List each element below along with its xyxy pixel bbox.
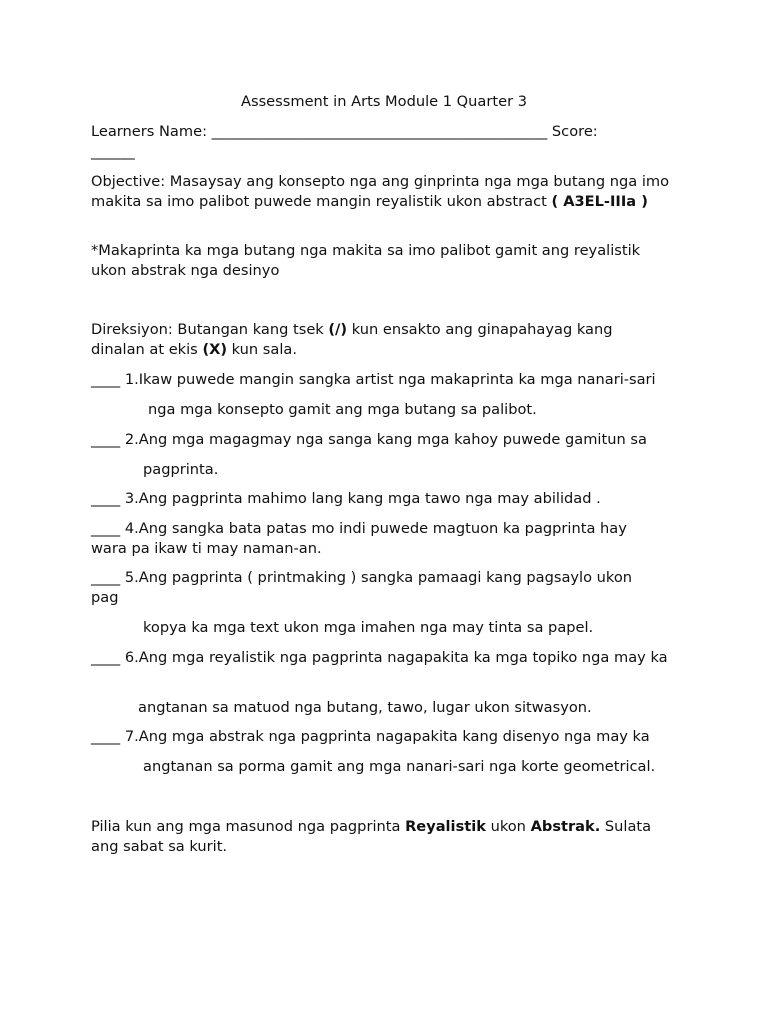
check-symbol: (/) xyxy=(328,321,348,338)
question-item-7: ____ 7.Ang mga abstrak nga pagprinta nagapakita kang disenyo nga may ka xyxy=(91,728,650,745)
name-label: Learners Name: xyxy=(91,123,207,140)
option-reyalistik: Reyalistik xyxy=(405,818,486,835)
question-item-6: ____ 6.Ang mga reyalistik nga pagprinta nagapakita ka mga topiko nga may ka xyxy=(91,649,668,666)
question-item-4: ____ 4.Ang sangka bata patas mo indi puwede magtuon ka pagprinta hay wara pa ikaw ti may naman-an. xyxy=(91,520,627,557)
question-item-2-cont: pagprinta. xyxy=(143,461,219,478)
part2-instructions xyxy=(91,817,681,857)
part2-text: Pilia kun ang mga masunod nga pagprinta xyxy=(91,818,401,835)
question-item-6-cont: angtanan sa matuod nga butang, tawo, lugar ukon sitwasyon. xyxy=(138,699,592,716)
competency-code: ( A3EL-IIIa ) xyxy=(551,193,648,210)
name-blank: ______________________________________________ xyxy=(211,123,548,140)
objective-paragraph xyxy=(91,172,671,212)
objective-text: Objective: Masaysay ang konsepto nga ang ginprinta nga mga butang nga imo makita sa imo palibot puwede mangin reyalistik ukon abstract xyxy=(91,173,670,210)
cross-symbol: (X) xyxy=(202,341,228,358)
score-blank: ______ xyxy=(91,143,135,160)
directions-text-3: kun sala. xyxy=(231,341,297,358)
part2-mid: ukon xyxy=(490,818,526,835)
question-item-1: ____ 1.Ikaw puwede mangin sangka artist nga makaprinta ka mga nanari-sari xyxy=(91,371,656,388)
question-item-5-cont: kopya ka mga text ukon mga imahen nga may tinta sa papel. xyxy=(143,619,594,636)
directions-paragraph xyxy=(91,320,651,360)
question-item-3: ____ 3.Ang pagprinta mahimo lang kang mga tawo nga may abilidad . xyxy=(91,490,601,507)
page-title: Assessment in Arts Module 1 Quarter 3 xyxy=(240,93,527,110)
question-item-2: ____ 2.Ang mga magagmay nga sanga kang mga kahoy puwede gamitun sa xyxy=(91,431,647,448)
question-item-7-cont: angtanan sa porma gamit ang mga nanari-sari nga korte geometrical. xyxy=(143,758,656,775)
instruction-note: *Makaprinta ka mga butang nga makita sa imo palibot gamit ang reyalistik ukon abstrak nga desinyo xyxy=(91,242,641,279)
question-item-5: ____ 5.Ang pagprinta ( printmaking ) sangka pamaagi kang pagsaylo ukon pag xyxy=(91,569,633,606)
question-item-1-cont: nga mga konsepto gamit ang mga butang sa palibot. xyxy=(148,401,537,418)
option-abstrak: Abstrak. xyxy=(530,818,601,835)
directions-text-2: kun ensakto ang ginapahayag kang dinalan at ekis xyxy=(91,321,613,358)
name-score-line xyxy=(91,122,691,142)
score-label: Score: xyxy=(551,123,598,140)
part2-text-2: Sulata ang sabat sa kurit. xyxy=(91,818,652,855)
directions-text: Direksiyon: Butangan kang tsek xyxy=(91,321,324,338)
